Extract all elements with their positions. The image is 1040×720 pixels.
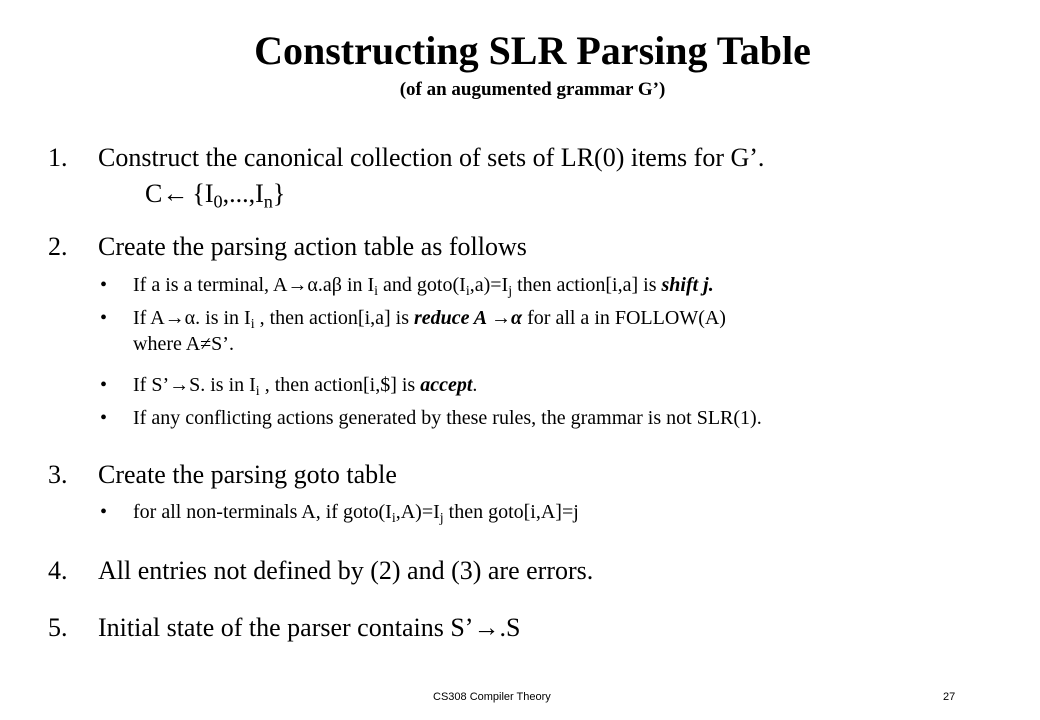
right-arrow-symbol: → (164, 307, 185, 329)
subscript: j (439, 511, 444, 527)
bullet-continuation: where A≠S’. (133, 333, 234, 355)
subscript: i (250, 317, 255, 333)
action-reduce: reduce A (414, 307, 492, 329)
bullet-mark: • (100, 374, 108, 396)
text-fragment: then action[i,a] is (512, 274, 662, 296)
bullet-text (133, 372, 477, 398)
step-5-number: 5. (48, 613, 68, 642)
step-3-number: 3. (48, 460, 68, 489)
set-c: C (145, 179, 163, 208)
set-dots: ,...,I (222, 179, 264, 208)
right-arrow-symbol: → (491, 307, 512, 329)
set-sub-0: 0 (213, 191, 223, 212)
step-1-text: Construct the canonical collection of sets of LR(0) items for G’. (98, 143, 765, 172)
step-2-bullet-2 (0, 305, 1040, 357)
text-fragment: . (708, 274, 714, 296)
footer-page-number: 27 (943, 691, 956, 703)
set-open: {I (192, 179, 214, 208)
left-arrow-symbol: ← (162, 179, 189, 208)
step-1-canonical-set (145, 178, 285, 210)
footer-course: CS308 Compiler Theory (433, 691, 551, 703)
step-4-number: 4. (48, 556, 68, 585)
text-fragment: Initial state of the parser contains S’ (98, 613, 474, 642)
bullet-mark: • (100, 501, 108, 523)
text-fragment: If A (133, 307, 165, 329)
slide-title: Constructing SLR Parsing Table (254, 28, 811, 73)
text-fragment: , then action[i,a] is (254, 307, 415, 329)
text-fragment: α. is in I (184, 307, 251, 329)
text-fragment: and goto(I (378, 274, 466, 296)
set-sub-n: n (263, 191, 273, 212)
step-5-text (98, 612, 520, 644)
subscript: i (465, 284, 470, 300)
step-2 (0, 231, 1040, 263)
right-arrow-symbol: → (287, 274, 308, 296)
text-fragment: α.aβ in I (307, 274, 375, 296)
step-4 (0, 555, 1040, 587)
step-5 (0, 612, 1040, 644)
set-close: } (272, 179, 286, 208)
slide-subtitle: (of an augumented grammar G’) (399, 79, 666, 100)
step-1-number: 1. (48, 143, 68, 172)
subscript: j (508, 284, 513, 300)
bullet-mark: • (100, 307, 108, 329)
step-1 (0, 142, 1040, 174)
text-fragment: , then action[i,$] is (259, 374, 421, 396)
bullet-mark: • (100, 274, 108, 296)
step-2-bullet-1 (0, 272, 1040, 298)
action-accept: accept (420, 374, 473, 396)
text-fragment: for all a in FOLLOW(A) (522, 307, 726, 329)
step-2-number: 2. (48, 232, 68, 261)
step-4-text: All entries not defined by (2) and (3) are errors. (98, 556, 594, 585)
step-3-text: Create the parsing goto table (98, 460, 397, 489)
action-shift: shift j (661, 274, 709, 296)
text-fragment: ,A)=I (395, 501, 440, 523)
step-2-text: Create the parsing action table as follows (98, 232, 527, 261)
text-fragment: for all non-terminals A, if goto(I (133, 501, 392, 523)
bullet-text: If any conflicting actions generated by these rules, the grammar is not SLR(1). (133, 407, 762, 429)
right-arrow-symbol: → (169, 374, 190, 396)
alpha-symbol: α (511, 307, 523, 329)
bullet-text (133, 272, 714, 298)
text-fragment: ,a)=I (469, 274, 509, 296)
right-arrow-symbol: → (473, 613, 500, 642)
text-fragment: S. is in I (189, 374, 256, 396)
step-3-bullet-1 (0, 499, 1040, 525)
bullet-text (133, 305, 726, 331)
subscript: i (255, 384, 260, 400)
step-2-bullet-3 (0, 372, 1040, 398)
text-fragment: . (472, 374, 478, 396)
subscript: i (374, 284, 379, 300)
subscript: i (391, 511, 396, 527)
text-fragment: then goto[i,A]=j (443, 501, 579, 523)
text-fragment: If S’ (133, 374, 170, 396)
step-3 (0, 459, 1040, 491)
bullet-mark: • (100, 407, 108, 429)
text-fragment: .S (499, 613, 521, 642)
bullet-text (133, 499, 579, 525)
step-2-bullet-4 (0, 405, 1040, 431)
text-fragment: If a is a terminal, A (133, 274, 288, 296)
